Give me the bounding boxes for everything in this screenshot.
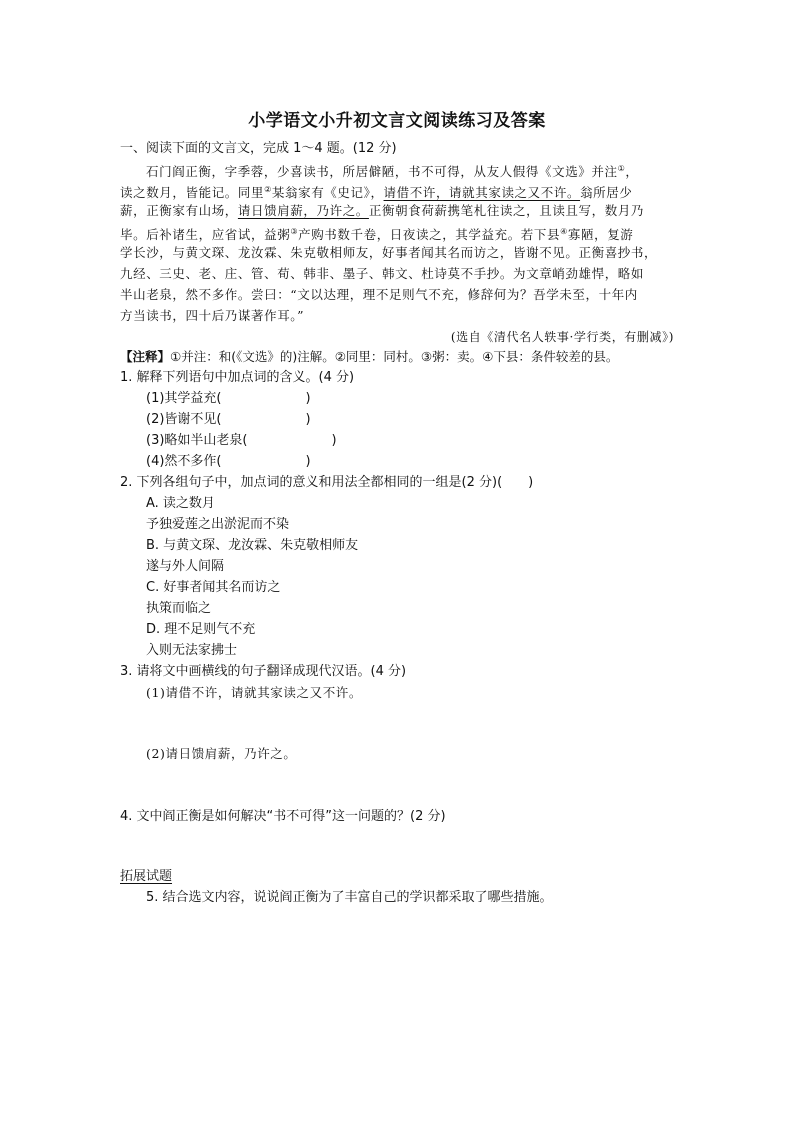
q2-option-b: B. 与黄文琛、龙汝霖、朱克敬相师友 xyxy=(146,538,359,553)
source-citation: (选自《清代名人轶事·学行类，有删减》) xyxy=(450,330,674,344)
underlined-sentence-1: 请借不许，请就其家读之又不许。 xyxy=(383,185,581,201)
notes-label: 【注释】 xyxy=(120,349,171,364)
q1-stem: 1. 解释下列语句中加点词的含义。(4 分) xyxy=(120,370,355,385)
q2-option-b-pair: 遂与外人间隔 xyxy=(146,559,225,574)
q4-stem: 4. 文中阎正衡是如何解决“书不可得”这一问题的？(2 分) xyxy=(120,809,446,824)
q2-stem: 2. 下列各组句子中，加点词的意义和用法全都相同的一组是(2 分)( ) xyxy=(120,475,534,490)
q3-sentence-1: (1)请借不许，请就其家读之又不许。 xyxy=(146,685,363,700)
q2-option-c: C. 好事者闻其名而访之 xyxy=(146,580,281,595)
underlined-sentence-2: 请日馈肩薪，乃许之。 xyxy=(237,203,369,218)
q1-item-1: (1)其学益充( ) xyxy=(146,391,311,406)
passage-line-2: 读之数月，皆能记。同里②某翁家有《史记》，请借不许，请就其家读之又不许。翁所居少 xyxy=(120,185,633,201)
passage-line-3: 薪，正衡家有山场，请日馈肩薪，乃许之。正衡朝食荷薪携笔札往读之，且读且写，数月乃 xyxy=(120,203,645,218)
q1-item-4: (4)然不多作( ) xyxy=(146,454,311,469)
notes xyxy=(120,348,618,366)
q1-item-3: (3)略如半山老泉( ) xyxy=(146,433,337,448)
passage-line-6: 九经、三史、老、庄、管、荀、韩非、墨子、韩文、杜诗莫不手抄。为文章峭劲雄悍，略如 xyxy=(120,266,645,281)
q5-stem: 5. 结合选文内容，说说阎正衡为了丰富自己的学识都采取了哪些措施。 xyxy=(146,890,553,905)
passage-line-1: 石门阎正衡，字季蓉，少喜读书，所居僻陋，书不可得，从友人假得《文选》并注①， xyxy=(146,164,639,180)
q2-option-d: D. 理不足则气不充 xyxy=(146,622,256,637)
q2-option-d-pair: 入则无法家拂士 xyxy=(146,643,238,658)
q2-option-a-pair: 予独爱莲之出淤泥而不染 xyxy=(146,517,290,532)
notes-text: ①并注：和(《文选》的)注解。②同里：同村。③粥：卖。④下县：条件较差的县。 xyxy=(170,349,619,364)
passage-line-5: 学长沙，与黄文琛、龙汝霖、朱克敬相师友，好事者闻其名而访之，皆谢不见。正衡喜抄书， xyxy=(120,245,658,260)
q2-option-a: A. 读之数月 xyxy=(146,496,215,511)
q3-sentence-2: (2)请日馈肩薪，乃许之。 xyxy=(146,746,297,761)
section-header: 一、阅读下面的文言文，完成 1～4 题。(12 分) xyxy=(120,141,397,156)
extension-label: 拓展试题 xyxy=(120,869,173,884)
q1-item-2: (2)皆谢不见( ) xyxy=(146,412,311,427)
passage-line-7: 半山老泉，然不多作。尝曰：“文以达理，理不足则气不充，修辞何为？吾学未至，十年内 xyxy=(120,287,638,302)
q3-stem: 3. 请将文中画横线的句子翻译成现代汉语。(4 分) xyxy=(120,664,407,679)
passage-line-8: 方当读书，四十后乃谋著作耳。” xyxy=(120,308,305,323)
q2-option-c-pair: 执策而临之 xyxy=(146,601,212,616)
passage-line-4: 毕。后补诸生，应省试，益粥③产购书数千卷，日夜读之，其学益充。若下县④寡陋，复游 xyxy=(120,227,634,243)
page-title: 小学语文小升初文言文阅读练习及答案 xyxy=(248,111,546,131)
